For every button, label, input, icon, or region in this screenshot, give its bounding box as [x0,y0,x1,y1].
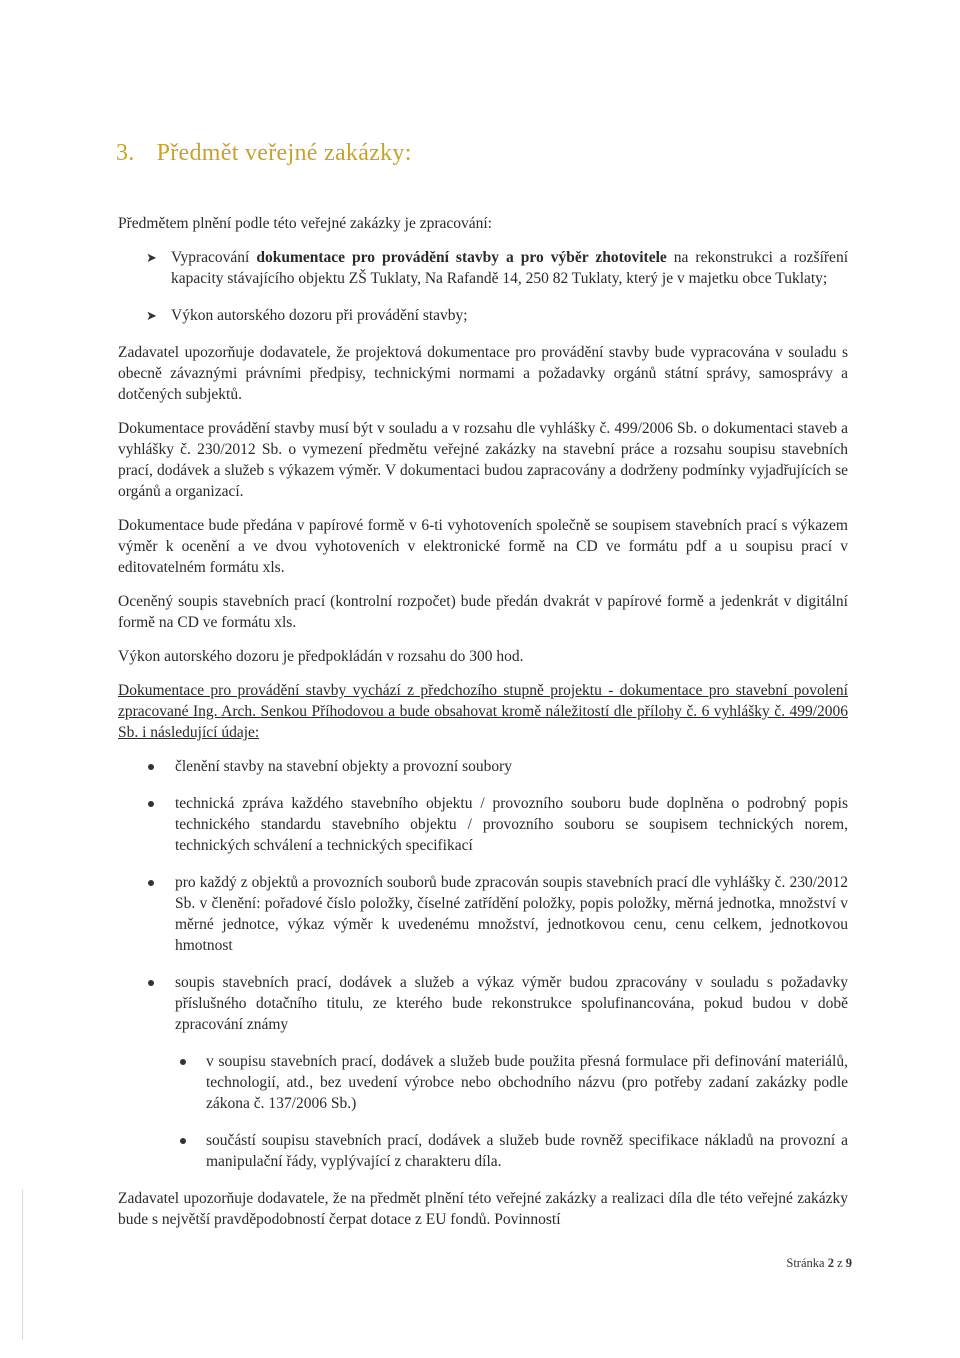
list-item: pro každý z objektů a provozních souborů bude zpracován soupis stavebních prací dle vyhlášky č. 230/2012 Sb. v členění: pořadové číslo položky, číselné zatřídění položky, popis položky, měrná jednotka, množství v měrné jednotce, výkaz výměr k uvedenému množství, jednotkovou cenu, cenu celkem, jednotkovou hmotnost [118,872,848,956]
body-paragraph: Dokumentace bude předána v papírové formě v 6-ti vyhotoveních společně se soupisem stavebních prací s výkazem výměr k ocenění a ve dvou vyhotoveních v elektronické formě na CD ve formátu pdf a u soupisu prací v editovatelném formátu xls. [118,517,848,576]
body-paragraph: Zadavatel upozorňuje dodavatele, že projektová dokumentace pro provádění stavby bude vypracována v souladu s obecně závaznými právními předpisy, technickými normami a požadavky orgánů státní správy, samosprávy a dotčených subjektů. [118,344,848,403]
intro-paragraph: Předmětem plnění podle této veřejné zakázky je zpracování: [118,215,492,232]
sub-requirements-list [118,1051,848,1172]
section-heading [116,140,412,167]
scope-item [118,247,848,289]
requirements-list [118,756,848,1035]
current-page: 2 [827,1256,834,1270]
underlined-paragraph: Dokumentace pro provádění stavby vychází z předchozího stupně projektu - dokumentace pro stavební povolení zpracované Ing. Arch. Senkou Příhodovou a bude obsahovat kromě náležitostí dle přílohy č. 6 vyhlášky č. 499/2006 Sb. i následující údaje: [118,682,848,741]
document-body [118,213,848,1243]
arrow-bullet-icon: ➤ [146,308,157,323]
scope-item [118,305,848,326]
page-number [786,1256,852,1271]
section-title: Předmět veřejné zakázky: [156,140,412,166]
list-item: v soupisu stavebních prací, dodávek a služeb bude použita přesná formulace při definování materiálů, technologií, atd., bez uvedení výrobce nebo obchodního názvu (pro potřeby zadaní zakázky podle zákona č. 137/2006 Sb.) [118,1051,848,1114]
body-paragraph: Výkon autorského dozoru je předpokládán v rozsahu do 300 hod. [118,648,524,665]
section-number: 3. [116,140,135,166]
scope-item-prefix: Vypracování [171,249,257,266]
list-item: členění stavby na stavební objekty a provozní soubory [118,756,848,777]
arrow-bullet-icon: ➤ [146,250,157,265]
list-item: součástí soupisu stavebních prací, dodávek a služeb bude rovněž specifikace nákladů na provozní a manipulační řády, vyplývající z charakteru díla. [118,1130,848,1172]
closing-paragraph: Zadavatel upozorňuje dodavatele, že na předmět plnění této veřejné zakázky a realizaci díla dle této veřejné zakázky bude s největší pravděpodobností čerpat dotace z EU fondů. Povinností [118,1190,848,1228]
scope-item-rest: na rekonstrukci a rozšíření kapacity stávajícího objektu ZŠ Tuklaty, Na Rafandě 14, 250 82 Tuklaty, který je v majetku obce Tuklaty; [171,249,848,287]
scope-item-text: Výkon autorského dozoru při provádění stavby; [171,307,468,324]
page-separator: z [837,1256,843,1270]
scan-margin-line [22,1190,23,1340]
body-paragraph: Oceněný soupis stavebních prací (kontrolní rozpočet) bude předán dvakrát v papírové formě a jedenkrát v digitální formě na CD ve formátu xls. [118,593,848,631]
list-item: technická zpráva každého stavebního objektu / provozního souboru bude doplněna o podrobný popis technického standardu stavebního objektu / provozního souboru se soupisem technických norem, technických schválení a technických specifikací [118,793,848,856]
total-pages: 9 [845,1256,852,1270]
body-paragraph: Dokumentace provádění stavby musí být v souladu a v rozsahu dle vyhlášky č. 499/2006 Sb. o dokumentaci staveb a vyhlášky č. 230/2012 Sb. o vymezení předmětu veřejné zakázky na stavební práce a rozsahu soupisu stavebních prací, dodávek a služeb s výkazem výměr. V dokumentaci budou zapracovány a dodrženy podmínky vyjadřujících se orgánů a organizací. [118,420,848,500]
scope-item-bold: dokumentace pro provádění stavby a pro výběr zhotovitele [256,249,667,266]
list-item: soupis stavebních prací, dodávek a služeb a výkaz výměr budou zpracovány v souladu s požadavky příslušného dotačního titulu, ze kterého bude rekonstrukce spolufinancována, pokud budou v době zpracování známy [118,972,848,1035]
page-label: Stránka [786,1256,825,1270]
scope-list [118,247,848,326]
